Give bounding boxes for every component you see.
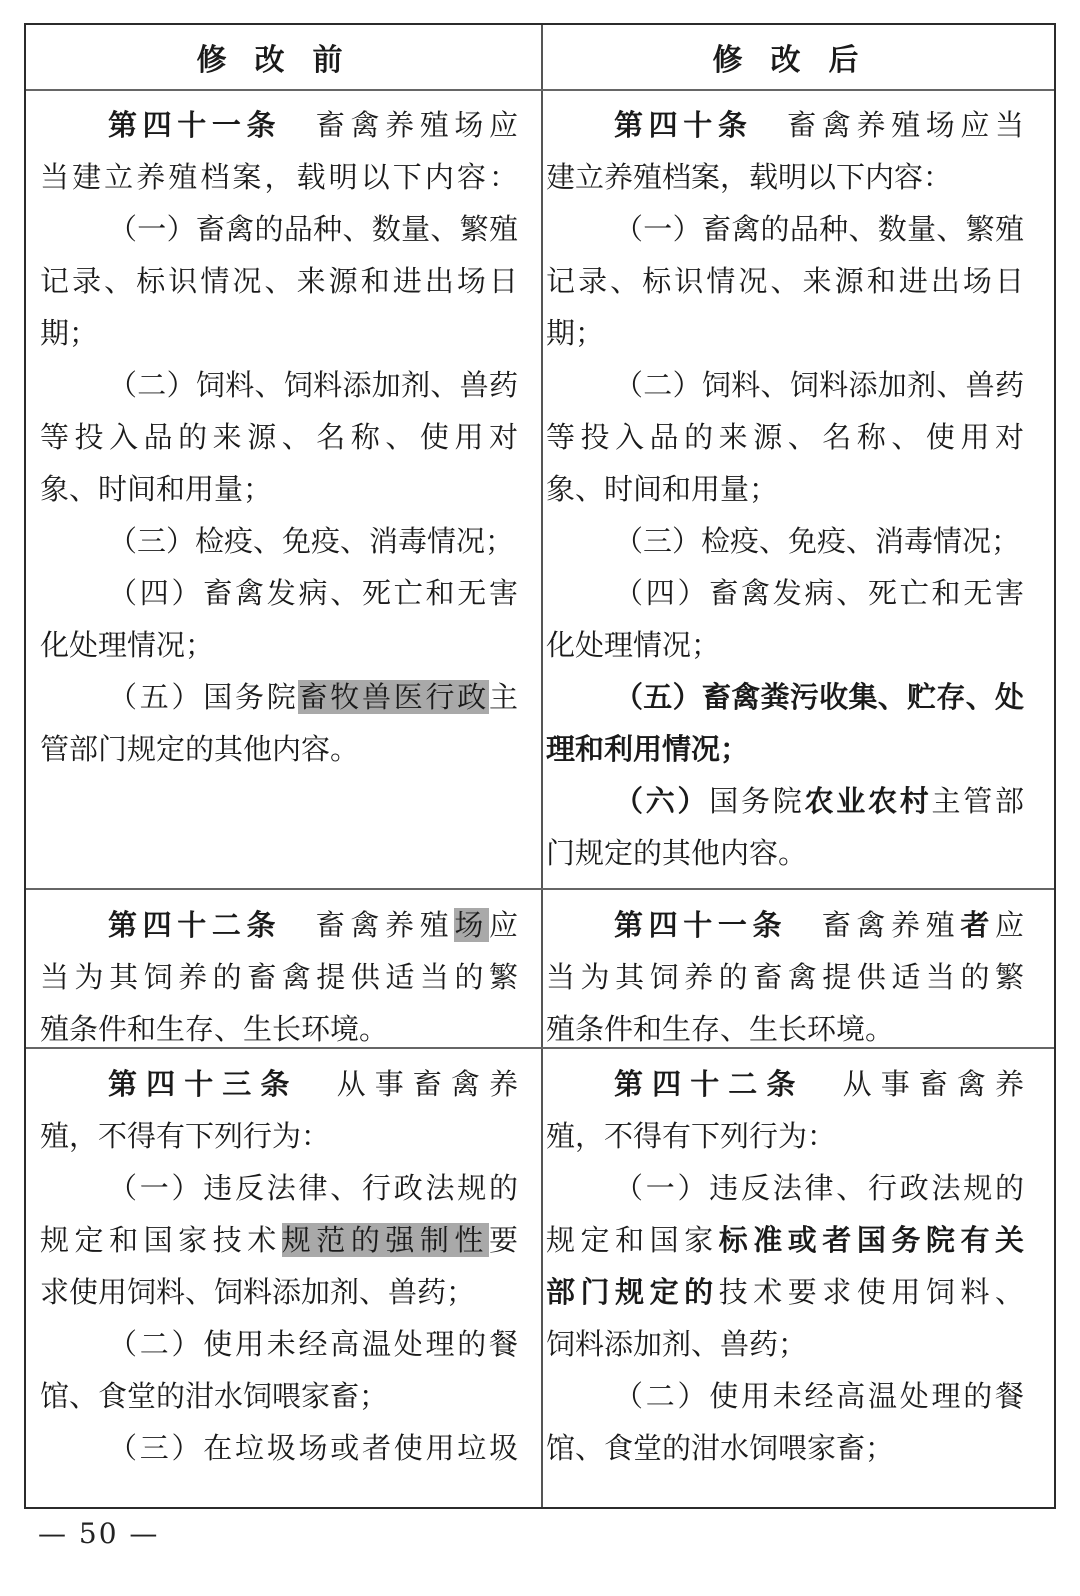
bold-text: 第四十二条	[108, 908, 282, 942]
text-line	[546, 775, 1024, 827]
text-segment: （一）违反法律、行政法规的	[614, 1171, 1024, 1205]
text-segment: 殖，不得有下列行为：	[40, 1119, 331, 1153]
text-line	[546, 99, 1024, 151]
text-line	[40, 307, 518, 359]
text-segment: 门规定的其他内容。	[546, 836, 808, 870]
text-line	[546, 515, 1024, 567]
text-segment: 规定和国家技术	[40, 1223, 282, 1257]
text-segment: 象、时间和用量；	[40, 472, 273, 506]
highlighted-deleted-text: 畜牧兽医行政	[298, 680, 489, 714]
text-segment: （四）畜禽发病、死亡和无害	[108, 576, 518, 610]
text-line	[546, 1162, 1024, 1214]
text-segment: （一）违反法律、行政法规的	[108, 1171, 518, 1205]
text-segment: 殖条件和生存、生长环境。	[546, 1012, 895, 1046]
text-line	[546, 359, 1024, 411]
text-line	[40, 1214, 518, 1266]
text-segment: 主管部	[931, 784, 1024, 818]
text-segment: 化处理情况；	[40, 628, 215, 662]
text-line	[40, 1162, 518, 1214]
text-line	[40, 151, 518, 203]
text-segment: （二）使用未经高温处理的餐	[108, 1327, 518, 1361]
text-line	[546, 1422, 1024, 1474]
bold-text: （五）畜禽粪污收集、贮存、处	[614, 680, 1024, 714]
header-before: 修改前	[196, 43, 371, 78]
text-line	[40, 1266, 518, 1318]
text-segment: 应	[488, 908, 518, 942]
text-segment: 求使用饲料、饲料添加剂、兽药；	[40, 1275, 476, 1309]
text-segment: 要	[488, 1223, 518, 1257]
text-line	[546, 203, 1024, 255]
text-line	[40, 1058, 518, 1110]
text-line	[546, 1003, 1024, 1055]
text-segment: 当为其饲养的畜禽提供适当的繁	[40, 960, 518, 994]
text-line	[40, 359, 518, 411]
text-line	[40, 1422, 518, 1474]
text-segment: 等投入品的来源、名称、使用对	[546, 420, 1024, 454]
text-segment: 殖条件和生存、生长环境。	[40, 1012, 389, 1046]
bold-text: 第四十一条	[614, 908, 788, 942]
bold-text: 第四十二条	[614, 1067, 805, 1101]
text-line	[546, 951, 1024, 1003]
text-line	[546, 307, 1024, 359]
text-segment: 主	[488, 680, 518, 714]
bold-text: 者	[960, 908, 995, 942]
text-segment: （五）国务院	[108, 680, 299, 714]
text-line	[40, 1110, 518, 1162]
text-segment: 畜禽养殖	[281, 908, 455, 942]
bold-text: 农业农村	[804, 784, 932, 818]
bold-text: 第四十条	[614, 108, 753, 142]
text-line	[546, 671, 1024, 723]
bold-text: 部门规定的	[546, 1275, 719, 1309]
text-segment: 管部门规定的其他内容。	[40, 732, 360, 766]
text-line	[40, 1318, 518, 1370]
text-segment: 化处理情况；	[546, 628, 721, 662]
row-divider	[26, 888, 1054, 890]
text-line	[546, 463, 1024, 515]
row-divider	[26, 89, 1054, 91]
header-after: 修改后	[712, 43, 887, 78]
text-segment: （一）畜禽的品种、数量、繁殖	[108, 212, 518, 246]
text-segment: 从事畜禽养	[298, 1067, 518, 1101]
text-segment: 期；	[546, 316, 605, 350]
text-segment: （四）畜禽发病、死亡和无害	[614, 576, 1024, 610]
bold-text: 第四十一条	[108, 108, 282, 142]
text-line	[40, 951, 518, 1003]
highlighted-deleted-text: 规范的强制性	[281, 1223, 489, 1257]
text-line	[40, 255, 518, 307]
text-line	[40, 1003, 518, 1055]
text-segment: 象、时间和用量；	[546, 472, 779, 506]
text-segment: 记录、标识情况、来源和进出场日	[546, 264, 1024, 298]
text-segment: （三）检疫、免疫、消毒情况；	[614, 524, 1021, 558]
text-segment: 记录、标识情况、来源和进出场日	[40, 264, 518, 298]
text-line	[546, 1318, 1024, 1370]
text-segment: 畜禽养殖	[787, 908, 961, 942]
text-segment: 建立养殖档案，载明以下内容：	[546, 160, 953, 194]
text-line	[546, 1214, 1024, 1266]
text-segment: 畜禽养殖场应当	[752, 108, 1024, 142]
text-line	[40, 515, 518, 567]
text-segment: （二）使用未经高温处理的餐	[614, 1379, 1024, 1413]
text-line	[546, 899, 1024, 951]
text-line	[40, 411, 518, 463]
text-line	[546, 827, 1024, 879]
page-number: — 50 —	[38, 1517, 160, 1550]
bold-text: 标准或者国务院有关	[718, 1223, 1024, 1257]
text-line	[546, 1266, 1024, 1318]
text-segment: 国务院	[709, 784, 805, 818]
text-line	[546, 411, 1024, 463]
text-segment: 殖，不得有下列行为：	[546, 1119, 837, 1153]
text-line	[40, 723, 518, 775]
text-line	[40, 899, 518, 951]
text-line	[546, 619, 1024, 671]
text-line	[40, 567, 518, 619]
text-segment: 期；	[40, 316, 99, 350]
text-line	[546, 1058, 1024, 1110]
text-line	[546, 151, 1024, 203]
highlighted-deleted-text: 场	[454, 908, 489, 942]
text-line	[40, 99, 518, 151]
text-segment: （二）饲料、饲料添加剂、兽药	[108, 368, 518, 402]
text-segment: 畜禽养殖场应	[281, 108, 518, 142]
bold-text: （六）	[614, 784, 710, 818]
comparison-table	[24, 23, 1056, 1509]
text-segment: 馆、食堂的泔水饲喂家畜；	[40, 1379, 389, 1413]
text-segment: 当建立养殖档案，载明以下内容：	[40, 160, 518, 194]
text-line	[546, 255, 1024, 307]
bold-text: 理和利用情况；	[546, 732, 750, 766]
text-line	[40, 1370, 518, 1422]
text-segment: 从事畜禽养	[804, 1067, 1024, 1101]
text-line	[40, 619, 518, 671]
text-segment: 规定和国家	[546, 1223, 719, 1257]
text-segment: 等投入品的来源、名称、使用对	[40, 420, 518, 454]
text-segment: 饲料添加剂、兽药；	[546, 1327, 808, 1361]
text-segment: 当为其饲养的畜禽提供适当的繁	[546, 960, 1024, 994]
text-line	[40, 463, 518, 515]
text-segment: （二）饲料、饲料添加剂、兽药	[614, 368, 1024, 402]
text-line	[546, 1110, 1024, 1162]
text-segment: （一）畜禽的品种、数量、繁殖	[614, 212, 1024, 246]
text-line	[546, 723, 1024, 775]
text-segment: （三）在垃圾场或者使用垃圾	[108, 1431, 518, 1465]
text-segment: 技术要求使用饲料、	[718, 1275, 1024, 1309]
text-segment: 馆、食堂的泔水饲喂家畜；	[546, 1431, 895, 1465]
text-line	[546, 1370, 1024, 1422]
column-divider	[541, 25, 543, 1507]
text-segment: （三）检疫、免疫、消毒情况；	[108, 524, 515, 558]
text-line	[546, 567, 1024, 619]
text-line	[40, 203, 518, 255]
text-segment: 应	[994, 908, 1024, 942]
bold-text: 第四十三条	[108, 1067, 299, 1101]
text-line	[40, 671, 518, 723]
